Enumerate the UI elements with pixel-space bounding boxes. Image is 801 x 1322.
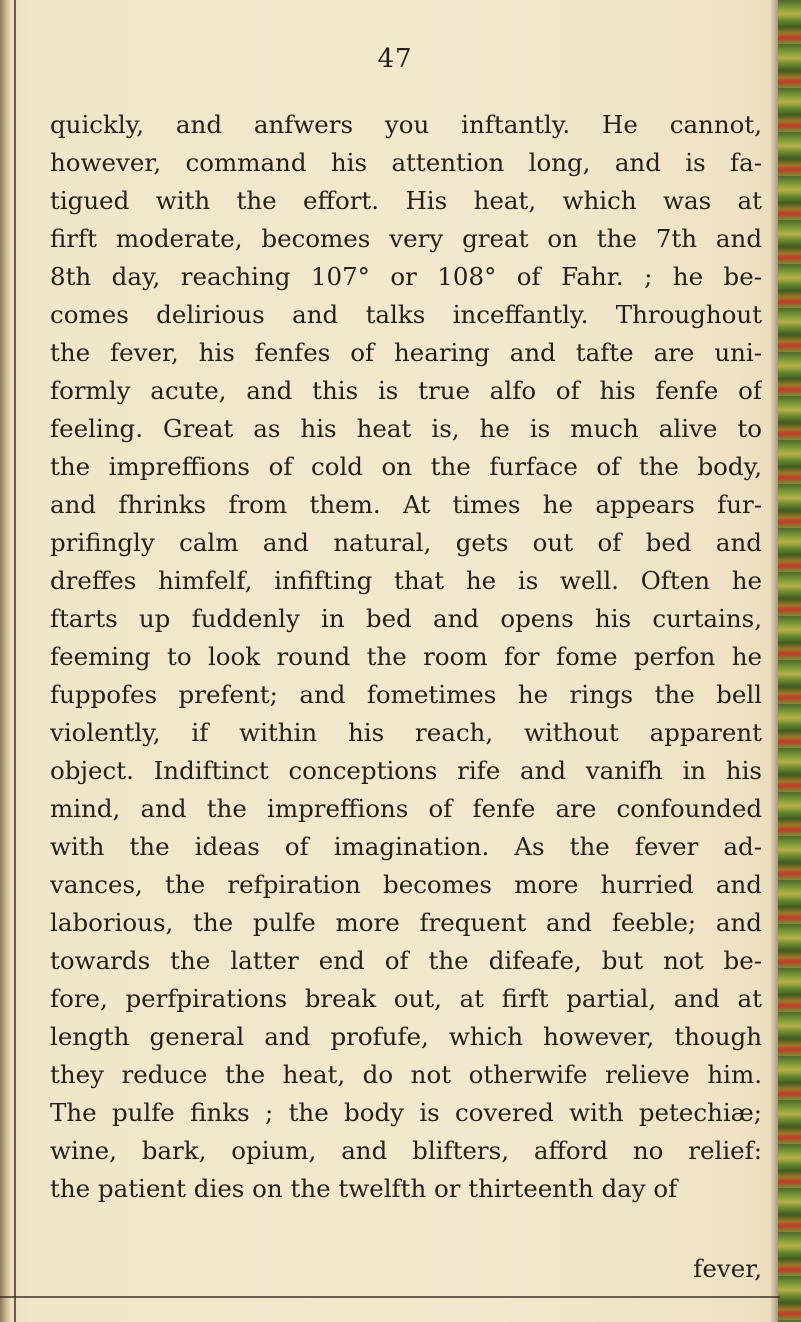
marbled-binding-edge <box>778 0 801 1322</box>
text-line: The pulfe finks ; the body is covered with petechiæ; <box>50 1098 762 1127</box>
text-line: object. Indiftinct conceptions rife and vanifh in his <box>50 756 762 785</box>
text-line: however, command his attention long, and is fa- <box>50 148 762 177</box>
text-line: length general and profufe, which however, though <box>50 1022 762 1051</box>
text-line: comes delirious and talks inceffantly. Throughout <box>50 300 762 329</box>
bottom-margin-rule <box>0 1296 780 1298</box>
text-line: fore, perfpirations break out, at firft partial, and at <box>50 984 762 1013</box>
text-line: with the ideas of imagination. As the fever ad- <box>50 832 762 861</box>
page-left-edge <box>0 0 10 1322</box>
text-line: they reduce the heat, do not otherwife relieve him. <box>50 1060 762 1089</box>
text-line: dreffes himfelf, infifting that he is well. Often he <box>50 566 762 595</box>
left-margin-rule <box>14 0 16 1322</box>
text-line: towards the latter end of the difeafe, but not be- <box>50 946 762 975</box>
text-line: vances, the refpiration becomes more hurried and <box>50 870 762 899</box>
text-line: formly acute, and this is true alfo of his fenfe of <box>50 376 762 405</box>
text-line: quickly, and anfwers you inftantly. He cannot, <box>50 110 762 139</box>
text-line: tigued with the effort. His heat, which was at <box>50 186 762 215</box>
body-text <box>50 106 762 1208</box>
text-line: feeling. Great as his heat is, he is much alive to <box>50 414 762 443</box>
text-line: the impreffions of cold on the furface of the body, <box>50 452 762 481</box>
text-line: feeming to look round the room for fome perfon he <box>50 642 762 671</box>
text-line: 8th day, reaching 107° or 108° of Fahr. ; he be- <box>50 262 762 291</box>
text-line: laborious, the pulfe more frequent and feeble; and <box>50 908 762 937</box>
text-line: and fhrinks from them. At times he appears fur- <box>50 490 762 519</box>
page-number: 47 <box>377 44 413 74</box>
text-line: the patient dies on the twelfth or thirteenth day of <box>50 1174 678 1203</box>
gutter-shadow <box>770 0 778 1322</box>
text-line: violently, if within his reach, without apparent <box>50 718 762 747</box>
text-line: wine, bark, opium, and blifters, afford no relief: <box>50 1136 762 1165</box>
text-line: firft moderate, becomes very great on the 7th and <box>50 224 762 253</box>
text-line: the fever, his fenfes of hearing and tafte are uni- <box>50 338 762 367</box>
text-line: prifingly calm and natural, gets out of bed and <box>50 528 762 557</box>
text-line: mind, and the impreffions of fenfe are confounded <box>50 794 762 823</box>
text-line: ftarts up fuddenly in bed and opens his curtains, <box>50 604 762 633</box>
catchword: fever, <box>693 1254 762 1283</box>
text-line: fuppofes prefent; and fometimes he rings the bell <box>50 680 762 709</box>
